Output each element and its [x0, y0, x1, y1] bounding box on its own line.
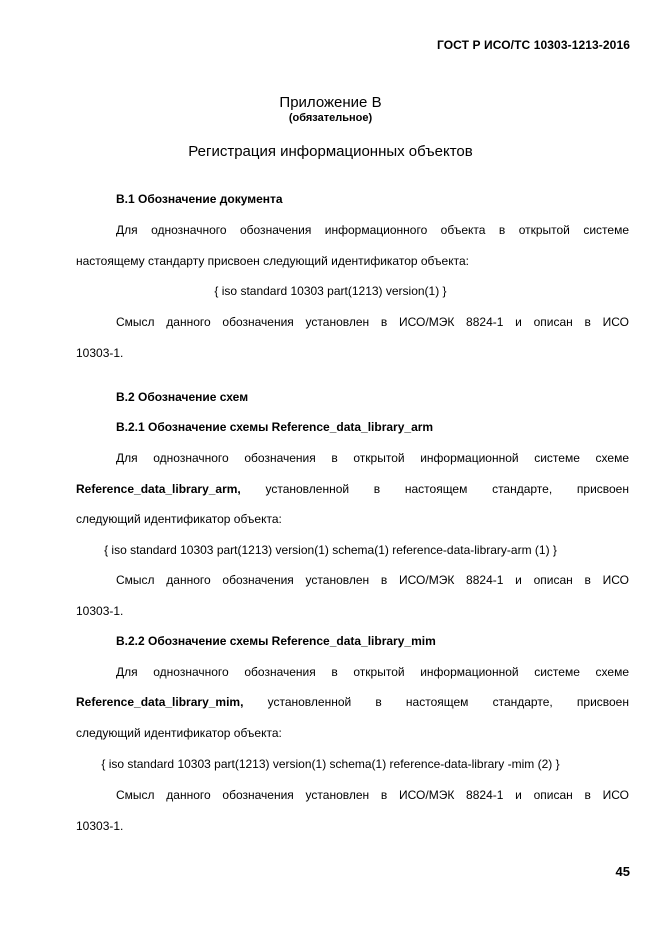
schema-name-mim: Reference_data_library_mim, [76, 695, 244, 709]
paragraph-word: установленной [267, 695, 352, 709]
b1-paragraph-line: Для однозначного обозначения информационного объекта в открытой системе [116, 223, 629, 237]
appendix-title: Приложение В [279, 94, 382, 111]
b1-meaning-line: 10303-1. [76, 346, 124, 360]
appendix-status: (обязательное) [288, 112, 373, 124]
paragraph-word: стандарте, [492, 695, 553, 709]
b1-meaning-line: Смысл данного обозначения установлен в ИСО/МЭК 8824-1 и описан в ИСО [116, 315, 629, 329]
document-id-header: ГОСТ Р ИСО/ТС 10303-1213-2016 [437, 38, 630, 52]
b21-object-identifier: { iso standard 10303 part(1213) version(1) schema(1) reference-data-library-arm (1) } [104, 543, 557, 557]
b22-meaning-line: 10303-1. [76, 819, 124, 833]
paragraph-word: присвоен [576, 482, 629, 496]
paragraph-word: установленной [265, 482, 350, 496]
b22-paragraph-line: Для однозначного обозначения в открытой информационной системе схеме [116, 665, 629, 679]
b1-object-identifier: { iso standard 10303 part(1213) version(1) } [214, 284, 447, 298]
b1-paragraph-line: настоящему стандарту присвоен следующий идентификатор объекта: [76, 254, 469, 268]
section-b21-heading: В.2.1 Обозначение схемы Reference_data_library_arm [116, 420, 434, 434]
b21-meaning-line: Смысл данного обозначения установлен в ИСО/МЭК 8824-1 и описан в ИСО [116, 573, 629, 587]
b21-paragraph-line: Для однозначного обозначения в открытой информационной системе схеме [116, 451, 629, 465]
b22-paragraph-line [76, 694, 629, 710]
appendix-heading: Регистрация информационных объектов [188, 143, 473, 160]
section-b22-heading: В.2.2 Обозначение схемы Reference_data_library_mim [116, 634, 436, 648]
paragraph-word: стандарте, [492, 482, 553, 496]
b22-paragraph-line: следующий идентификатор объекта: [76, 726, 282, 740]
paragraph-word: в [373, 482, 381, 496]
b22-object-identifier: { iso standard 10303 part(1213) version(1) schema(1) reference-data-library -mim (2) } [101, 757, 560, 771]
section-b2-heading: В.2 Обозначение схем [116, 390, 249, 404]
schema-name-arm: Reference_data_library_arm, [76, 482, 241, 496]
b21-paragraph-line: следующий идентификатор объекта: [76, 512, 282, 526]
paragraph-word: настоящем [404, 482, 468, 496]
b21-meaning-line: 10303-1. [76, 604, 124, 618]
paragraph-word: настоящем [405, 695, 469, 709]
page-number: 45 [615, 864, 630, 879]
paragraph-word: присвоен [576, 695, 629, 709]
b21-paragraph-line [76, 481, 629, 497]
b22-meaning-line: Смысл данного обозначения установлен в ИСО/МЭК 8824-1 и описан в ИСО [116, 788, 629, 802]
section-b1-heading: В.1 Обозначение документа [116, 192, 283, 206]
paragraph-word: в [375, 695, 382, 709]
